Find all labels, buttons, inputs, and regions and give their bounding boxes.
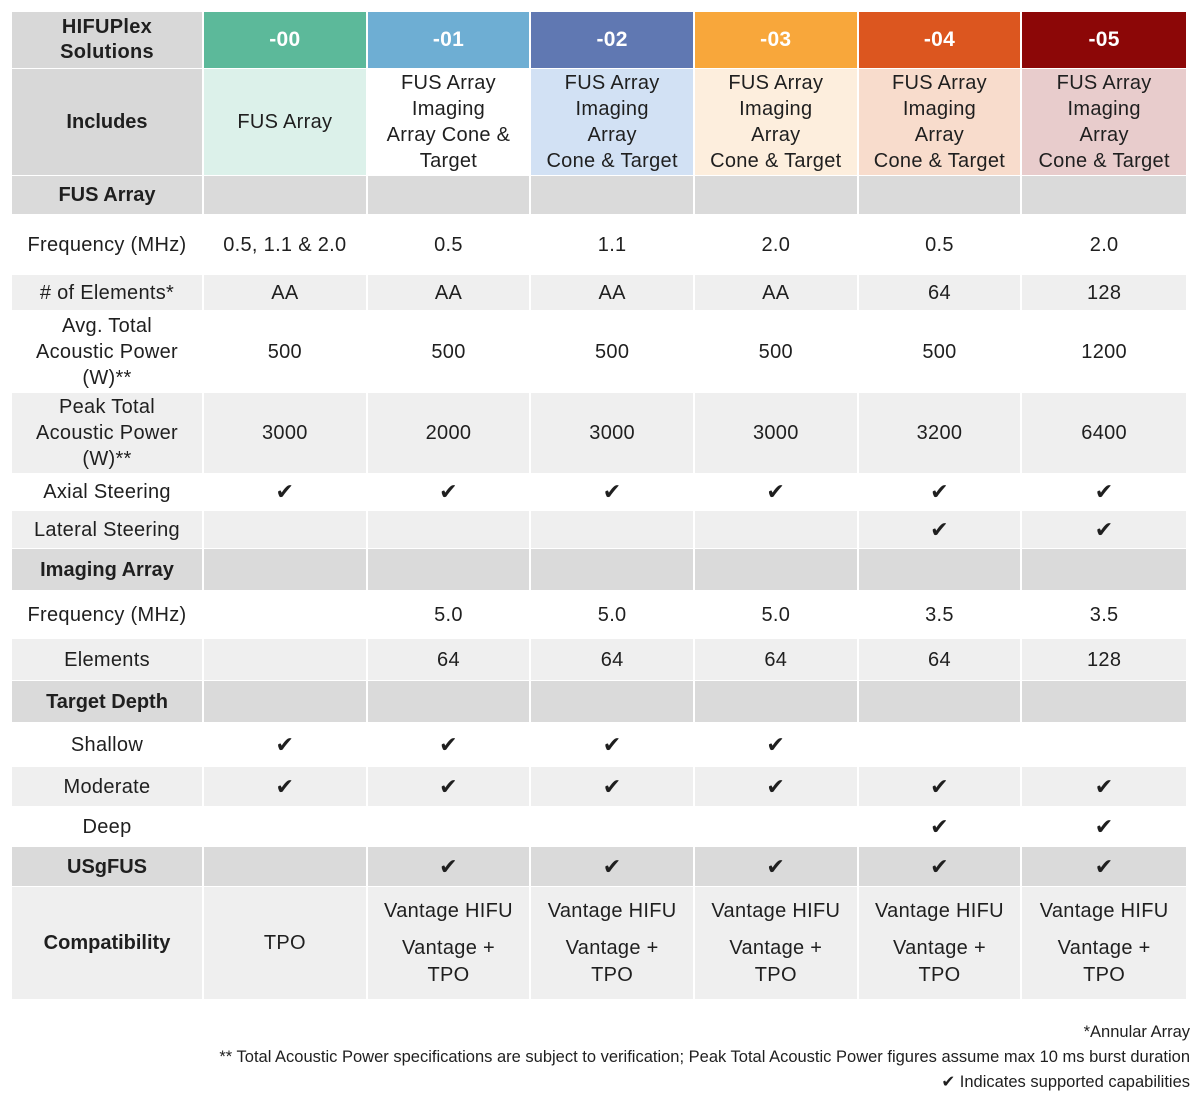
row-imaging-elements xyxy=(12,639,1186,681)
check-icon: ✔ xyxy=(204,723,368,767)
includes-label: Includes xyxy=(12,69,204,176)
compat-cell-03 xyxy=(695,887,859,1000)
row-label: Elements xyxy=(12,639,204,681)
includes-line: Array Cone & xyxy=(386,124,511,146)
includes-line: FUS Array xyxy=(728,72,824,94)
check-icon: ✔ xyxy=(531,767,695,807)
section-target-depth xyxy=(12,681,1186,723)
check-icon xyxy=(531,807,695,847)
footnote-power: ** Total Acoustic Power specifications are subject to verification; Peak Total Acoustic Power figures assume max 10 ms burst duration xyxy=(219,1048,1190,1066)
column-header-00: -00 xyxy=(204,12,368,69)
row-compatibility xyxy=(12,887,1186,1000)
compat-line: TPO xyxy=(1083,963,1126,986)
includes-line: Array xyxy=(751,124,801,146)
check-icon xyxy=(1022,723,1186,767)
cell xyxy=(204,639,368,681)
cell: 0.5, 1.1 & 2.0 xyxy=(204,215,368,275)
compat-line: Vantage HIFU xyxy=(384,899,513,922)
includes-line: Cone & Target xyxy=(873,150,1006,172)
cell: 3200 xyxy=(859,393,1023,474)
includes-line: Imaging xyxy=(902,98,977,120)
compat-line: Vantage + xyxy=(565,936,659,959)
check-icon xyxy=(368,807,532,847)
section-fus-array xyxy=(12,176,1186,215)
row-label-line: Acoustic Power xyxy=(35,422,179,444)
cell: AA xyxy=(695,275,859,311)
cell: 64 xyxy=(531,639,695,681)
check-icon: ✔ xyxy=(859,474,1023,511)
compat-line: Vantage HIFU xyxy=(547,899,677,922)
check-icon: ✔ xyxy=(531,847,695,887)
row-compatibility-label: Compatibility xyxy=(12,887,204,1000)
check-icon xyxy=(695,511,859,549)
includes-cell-02 xyxy=(531,69,695,176)
header-title-line1: HIFUPlex xyxy=(61,16,153,38)
check-icon: ✔ xyxy=(1022,474,1186,511)
row-label xyxy=(12,393,204,474)
row-imaging-frequency xyxy=(12,591,1186,639)
row-fus-frequency xyxy=(12,215,1186,275)
check-icon: ✔ xyxy=(368,767,532,807)
compat-line: Vantage HIFU xyxy=(875,899,1004,922)
includes-line: FUS Array xyxy=(1056,72,1152,94)
row-moderate xyxy=(12,767,1186,807)
row-label: # of Elements* xyxy=(12,275,204,311)
includes-line: Imaging xyxy=(739,98,813,120)
includes-line: Target xyxy=(419,150,478,172)
cell: 2000 xyxy=(368,393,532,474)
row-axial-steering xyxy=(12,474,1186,511)
includes-line: Imaging xyxy=(575,98,649,120)
cell: 64 xyxy=(859,639,1023,681)
footnote-check-legend: ✔ Indicates supported capabilities xyxy=(941,1073,1190,1091)
section-imaging-array-label: Imaging Array xyxy=(12,549,204,591)
compat-line: TPO xyxy=(918,963,961,986)
row-label: Shallow xyxy=(12,723,204,767)
row-label-line: (W)** xyxy=(82,448,132,470)
check-icon xyxy=(531,511,695,549)
cell: 2.0 xyxy=(1022,215,1186,275)
check-icon xyxy=(204,847,368,887)
check-icon: ✔ xyxy=(1022,511,1186,549)
cell: 500 xyxy=(859,311,1023,393)
row-fus-elements xyxy=(12,275,1186,311)
check-icon xyxy=(204,511,368,549)
row-shallow xyxy=(12,723,1186,767)
compat-line: Vantage HIFU xyxy=(711,899,841,922)
cell: 5.0 xyxy=(531,591,695,639)
includes-line: Imaging xyxy=(1067,98,1141,120)
includes-row xyxy=(12,69,1186,176)
includes-line: FUS Array xyxy=(401,72,496,94)
column-header-03: -03 xyxy=(695,12,859,69)
row-lateral-steering xyxy=(12,511,1186,549)
row-label-line: Acoustic Power xyxy=(35,340,179,363)
row-label-line: Avg. Total xyxy=(61,314,153,337)
cell: 64 xyxy=(695,639,859,681)
compat-line: TPO xyxy=(754,963,797,986)
row-peak-power xyxy=(12,393,1186,474)
compat-cell-01 xyxy=(368,887,532,1000)
row-label-line: Peak Total xyxy=(58,396,156,418)
cell: 6400 xyxy=(1022,393,1186,474)
check-icon: ✔ xyxy=(368,723,532,767)
check-icon: ✔ xyxy=(859,767,1023,807)
column-header-02: -02 xyxy=(531,12,695,69)
includes-line: Cone & Target xyxy=(1038,150,1170,172)
cell xyxy=(204,591,368,639)
check-icon xyxy=(368,511,532,549)
cell: 500 xyxy=(531,311,695,393)
check-icon: ✔ xyxy=(859,807,1023,847)
includes-cell-00 xyxy=(204,69,368,176)
check-icon: ✔ xyxy=(204,767,368,807)
row-label xyxy=(12,311,204,393)
cell: 2.0 xyxy=(695,215,859,275)
column-header-04: -04 xyxy=(859,12,1023,69)
row-label: Axial Steering xyxy=(12,474,204,511)
check-icon: ✔ xyxy=(1022,807,1186,847)
row-deep xyxy=(12,807,1186,847)
cell: 1200 xyxy=(1022,311,1186,393)
check-icon: ✔ xyxy=(368,474,532,511)
check-icon: ✔ xyxy=(531,723,695,767)
check-icon xyxy=(695,807,859,847)
cell: 3000 xyxy=(531,393,695,474)
cell: 500 xyxy=(204,311,368,393)
check-icon: ✔ xyxy=(695,847,859,887)
compat-cell-04 xyxy=(859,887,1023,1000)
check-icon: ✔ xyxy=(368,847,532,887)
compat-line: Vantage + xyxy=(729,936,823,959)
compat-line: Vantage + xyxy=(1057,936,1151,959)
compat-line: Vantage + xyxy=(402,936,495,959)
cell: 0.5 xyxy=(859,215,1023,275)
compat-line: Vantage HIFU xyxy=(1039,899,1169,922)
cell: AA xyxy=(531,275,695,311)
check-icon: ✔ xyxy=(695,723,859,767)
cell: 3000 xyxy=(695,393,859,474)
includes-line: Imaging xyxy=(411,98,486,120)
check-icon: ✔ xyxy=(1022,847,1186,887)
cell: 0.5 xyxy=(368,215,532,275)
compat-line: Vantage + xyxy=(892,936,986,959)
row-label: Deep xyxy=(12,807,204,847)
cell: AA xyxy=(368,275,532,311)
check-icon: ✔ xyxy=(859,847,1023,887)
row-label: Moderate xyxy=(12,767,204,807)
row-usgfus xyxy=(12,847,1186,887)
includes-line: FUS Array xyxy=(237,111,333,133)
hifuplex-comparison-table xyxy=(12,12,1186,1000)
header-title-line2: Solutions xyxy=(60,41,154,63)
includes-cell-03 xyxy=(695,69,859,176)
cell: 3.5 xyxy=(1022,591,1186,639)
includes-line: Array xyxy=(587,124,637,146)
row-usgfus-label: USgFUS xyxy=(12,847,204,887)
check-icon: ✔ xyxy=(859,511,1023,549)
compat-line: TPO xyxy=(591,963,634,986)
cell: 1.1 xyxy=(531,215,695,275)
row-label-line: (W)** xyxy=(82,366,132,389)
cell: 128 xyxy=(1022,639,1186,681)
check-icon: ✔ xyxy=(1022,767,1186,807)
cell: 64 xyxy=(859,275,1023,311)
cell: 500 xyxy=(368,311,532,393)
compat-cell-02 xyxy=(531,887,695,1000)
header-row xyxy=(12,12,1186,69)
row-avg-power xyxy=(12,311,1186,393)
row-label: Frequency (MHz) xyxy=(12,215,204,275)
section-fus-array-label: FUS Array xyxy=(12,176,204,215)
column-header-05: -05 xyxy=(1022,12,1186,69)
spec-sheet xyxy=(12,12,1186,1000)
cell: 64 xyxy=(368,639,532,681)
compat-line: TPO xyxy=(427,963,470,986)
check-icon: ✔ xyxy=(695,474,859,511)
cell: 3.5 xyxy=(859,591,1023,639)
check-icon: ✔ xyxy=(531,474,695,511)
footnote-annular: *Annular Array xyxy=(1083,1023,1190,1041)
includes-line: Cone & Target xyxy=(710,150,842,172)
includes-cell-05 xyxy=(1022,69,1186,176)
check-icon xyxy=(859,723,1023,767)
check-icon: ✔ xyxy=(204,474,368,511)
row-label: Frequency (MHz) xyxy=(12,591,204,639)
includes-line: FUS Array xyxy=(891,72,987,94)
footnotes xyxy=(219,1020,1190,1095)
cell: 5.0 xyxy=(368,591,532,639)
includes-line: Array xyxy=(914,124,965,146)
cell: AA xyxy=(204,275,368,311)
section-imaging-array xyxy=(12,549,1186,591)
includes-cell-01 xyxy=(368,69,532,176)
row-label: Lateral Steering xyxy=(12,511,204,549)
includes-line: FUS Array xyxy=(564,72,660,94)
includes-cell-04 xyxy=(859,69,1023,176)
check-icon xyxy=(204,807,368,847)
header-title xyxy=(12,12,204,69)
cell: 500 xyxy=(695,311,859,393)
column-header-01: -01 xyxy=(368,12,532,69)
check-icon: ✔ xyxy=(695,767,859,807)
compat-cell-00: TPO xyxy=(204,887,368,1000)
includes-line: Cone & Target xyxy=(546,150,678,172)
cell: 5.0 xyxy=(695,591,859,639)
compat-cell-05 xyxy=(1022,887,1186,1000)
cell: 3000 xyxy=(204,393,368,474)
section-target-depth-label: Target Depth xyxy=(12,681,204,723)
cell: 128 xyxy=(1022,275,1186,311)
includes-line: Array xyxy=(1079,124,1129,146)
